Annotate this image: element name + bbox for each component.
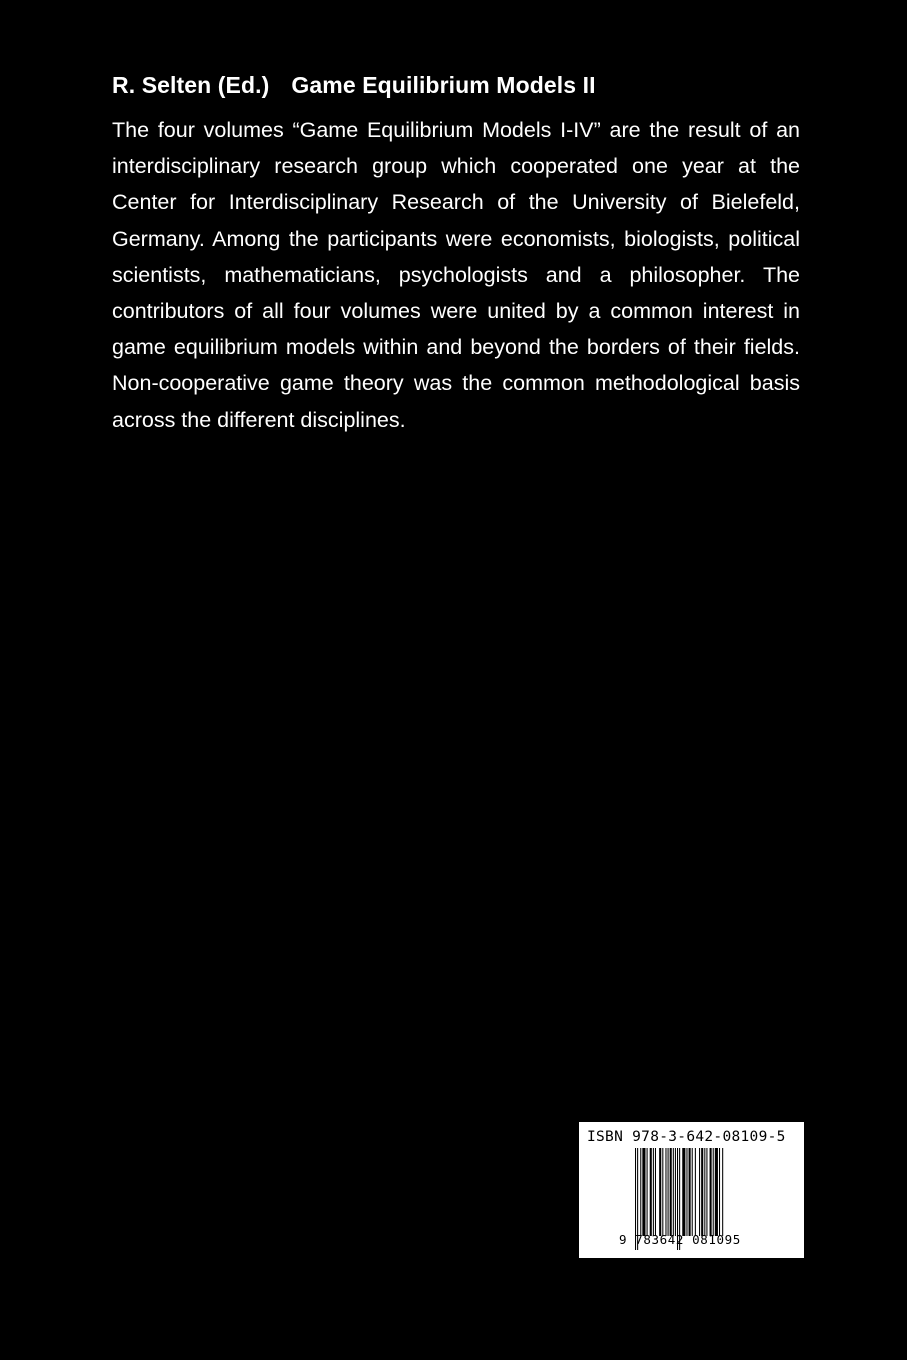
isbn-number: ISBN 978-3-642-08109-5	[587, 1129, 786, 1145]
barcode-digits: 9 783642 081095	[619, 1232, 741, 1247]
cover-header	[112, 68, 596, 102]
book-description: The four volumes “Game Equilibrium Models I-IV” are the result of an interdisciplinary research group which cooperated one year at the Center for Interdisciplinary Research of the University of Bielefeld, Germany. Among the participants were economists, biologists, political scientists, mathematicians, psychologists and a philosopher. The contributors of all four volumes were united by a common interest in game equilibrium models within and beyond the borders of their fields. Non-cooperative game theory was the common methodological basis across the different disciplines.	[112, 118, 800, 432]
isbn-barcode-label	[579, 1122, 804, 1258]
editor-name: R. Selten (Ed.)	[112, 72, 270, 98]
book-title: Game Equilibrium Models II	[291, 72, 596, 98]
